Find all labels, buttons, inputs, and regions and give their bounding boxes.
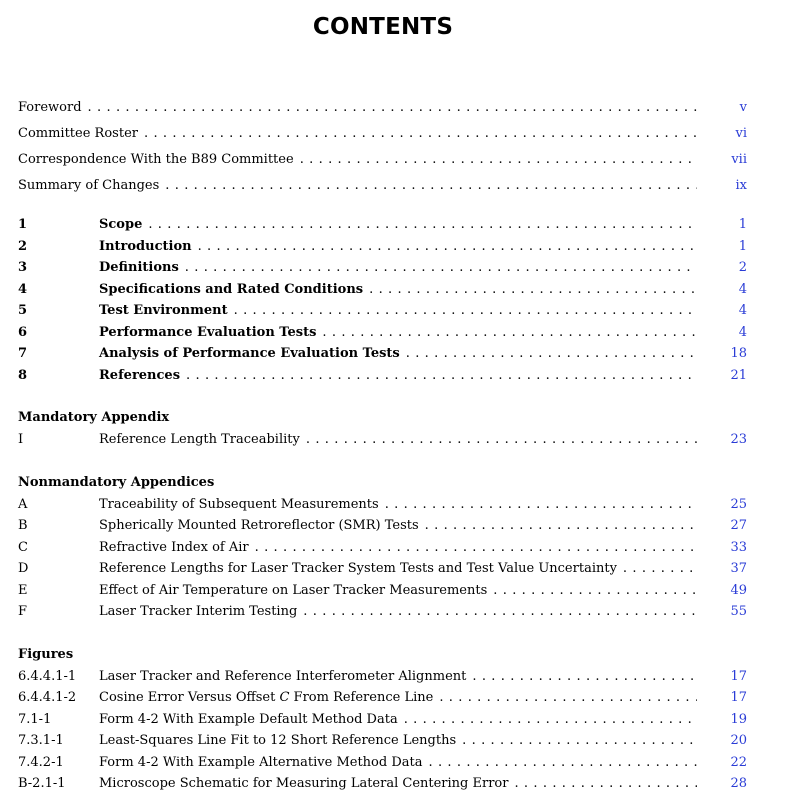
entry-label: Effect of Air Temperature on Laser Tracker Measurements bbox=[99, 583, 488, 598]
dot-leader bbox=[493, 582, 697, 600]
dot-leader bbox=[439, 689, 697, 707]
section-number: 2 bbox=[18, 239, 28, 254]
page-link[interactable]: 27 bbox=[730, 518, 747, 533]
toc-entry[interactable] bbox=[18, 517, 747, 535]
dot-leader bbox=[306, 431, 697, 449]
section-number: 7 bbox=[18, 346, 28, 361]
dot-leader bbox=[472, 668, 697, 686]
toc-section[interactable] bbox=[18, 216, 747, 234]
dot-leader bbox=[514, 775, 697, 793]
page-link[interactable]: 37 bbox=[730, 561, 747, 576]
dot-leader bbox=[623, 560, 697, 578]
toc-section[interactable] bbox=[18, 367, 747, 385]
dot-leader bbox=[462, 732, 697, 750]
appendix-letter: B bbox=[18, 518, 28, 533]
toc-entry[interactable] bbox=[18, 582, 747, 600]
mandatory-appendix-heading: Mandatory Appendix bbox=[18, 410, 170, 425]
toc-entry[interactable] bbox=[18, 603, 747, 621]
page-link[interactable]: 49 bbox=[730, 583, 747, 598]
dot-leader bbox=[303, 603, 697, 621]
nonmandatory-appendices-heading: Nonmandatory Appendices bbox=[18, 475, 215, 490]
entry-label: Analysis of Performance Evaluation Tests bbox=[99, 346, 400, 361]
toc-section[interactable] bbox=[18, 281, 747, 299]
toc-section[interactable] bbox=[18, 238, 747, 256]
toc-entry[interactable] bbox=[18, 151, 747, 169]
toc-entry[interactable] bbox=[18, 732, 747, 750]
page-link[interactable]: 55 bbox=[730, 604, 747, 619]
dot-leader bbox=[234, 302, 697, 320]
entry-label: References bbox=[99, 368, 181, 383]
page-link[interactable]: 21 bbox=[730, 368, 747, 383]
dot-leader bbox=[369, 281, 697, 299]
toc-entry[interactable] bbox=[18, 711, 747, 729]
figures-heading: Figures bbox=[18, 647, 74, 662]
dot-leader bbox=[198, 238, 697, 256]
section-number: 5 bbox=[18, 303, 28, 318]
entry-label: Cosine Error Versus Offset C From Reference Line bbox=[99, 690, 434, 705]
page-link[interactable]: 4 bbox=[738, 303, 747, 318]
dot-leader bbox=[185, 259, 697, 277]
dot-leader bbox=[300, 151, 697, 169]
dot-leader bbox=[404, 711, 697, 729]
toc-entry[interactable] bbox=[18, 125, 747, 143]
figure-number: 6.4.4.1-2 bbox=[18, 690, 77, 705]
section-number: 3 bbox=[18, 260, 28, 275]
toc-entry[interactable] bbox=[18, 689, 747, 707]
appendix-letter: I bbox=[18, 432, 24, 447]
toc-section[interactable] bbox=[18, 302, 747, 320]
toc-section[interactable] bbox=[18, 259, 747, 277]
toc-entry[interactable] bbox=[18, 431, 747, 449]
page-link[interactable]: 25 bbox=[730, 497, 747, 512]
dot-leader bbox=[428, 754, 697, 772]
page-link[interactable]: 18 bbox=[730, 346, 747, 361]
appendix-letter: A bbox=[18, 497, 28, 512]
entry-label: Introduction bbox=[99, 239, 192, 254]
entry-label: Least-Squares Line Fit to 12 Short Reference Lengths bbox=[99, 733, 457, 748]
page-link[interactable]: 33 bbox=[730, 540, 747, 555]
dot-leader bbox=[322, 324, 697, 342]
entry-label: Reference Length Traceability bbox=[99, 432, 300, 447]
figure-number: 7.4.2-1 bbox=[18, 755, 64, 770]
toc-entry[interactable] bbox=[18, 539, 747, 557]
entry-label: Reference Lengths for Laser Tracker System Tests and Test Value Uncertainty bbox=[99, 561, 617, 576]
dot-leader bbox=[186, 367, 697, 385]
entry-label: Laser Tracker Interim Testing bbox=[99, 604, 298, 619]
figure-number: 7.3.1-1 bbox=[18, 733, 64, 748]
dot-leader bbox=[165, 177, 697, 195]
entry-label: Traceability of Subsequent Measurements bbox=[99, 497, 379, 512]
appendix-letter: D bbox=[18, 561, 29, 576]
entry-label: Correspondence With the B89 Committee bbox=[18, 152, 294, 167]
entry-label: Scope bbox=[99, 217, 143, 232]
entry-label: Form 4-2 With Example Alternative Method Data bbox=[99, 755, 423, 770]
appendix-letter: E bbox=[18, 583, 28, 598]
entry-label: Microscope Schematic for Measuring Lateral Centering Error bbox=[99, 776, 509, 791]
toc-entry[interactable] bbox=[18, 496, 747, 514]
section-number: 1 bbox=[18, 217, 28, 232]
page-link[interactable]: 4 bbox=[738, 325, 747, 340]
figure-number: B-2.1-1 bbox=[18, 776, 66, 791]
page-link[interactable]: v bbox=[739, 100, 747, 115]
page-link[interactable]: 23 bbox=[730, 432, 747, 447]
dot-leader bbox=[88, 99, 697, 117]
section-number: 8 bbox=[18, 368, 28, 383]
page-link[interactable]: 1 bbox=[738, 217, 747, 232]
page-link[interactable]: 19 bbox=[730, 712, 747, 727]
section-number: 6 bbox=[18, 325, 28, 340]
appendix-letter: F bbox=[18, 604, 28, 619]
page-link[interactable]: vii bbox=[731, 152, 747, 167]
toc-entry[interactable] bbox=[18, 668, 747, 686]
page-link[interactable]: 22 bbox=[730, 755, 747, 770]
entry-label: Spherically Mounted Retroreflector (SMR) Tests bbox=[99, 518, 419, 533]
figure-number: 7.1-1 bbox=[18, 712, 52, 727]
entry-label: Refractive Index of Air bbox=[99, 540, 249, 555]
entry-label: Foreword bbox=[18, 100, 82, 115]
entry-label: Test Environment bbox=[99, 303, 228, 318]
entry-label: Specifications and Rated Conditions bbox=[99, 282, 364, 297]
page-link[interactable]: 4 bbox=[738, 282, 747, 297]
page-link[interactable]: ix bbox=[735, 178, 747, 193]
entry-label: Definitions bbox=[99, 260, 179, 275]
entry-label: Committee Roster bbox=[18, 126, 138, 141]
page-link[interactable]: 20 bbox=[730, 733, 747, 748]
appendix-letter: C bbox=[18, 540, 28, 555]
toc-entry[interactable] bbox=[18, 177, 747, 195]
entry-label: Laser Tracker and Reference Interferometer Alignment bbox=[99, 669, 467, 684]
dot-leader bbox=[425, 517, 697, 535]
page-link[interactable]: 28 bbox=[730, 776, 747, 791]
dot-leader bbox=[255, 539, 697, 557]
figure-number: 6.4.4.1-1 bbox=[18, 669, 77, 684]
entry-label: Performance Evaluation Tests bbox=[99, 325, 317, 340]
page-link[interactable]: 1 bbox=[738, 239, 747, 254]
page-link[interactable]: vi bbox=[735, 126, 747, 141]
dot-leader bbox=[144, 125, 697, 143]
page-title: CONTENTS bbox=[312, 14, 454, 40]
toc-section[interactable] bbox=[18, 324, 747, 342]
toc-entry[interactable] bbox=[18, 560, 747, 578]
entry-label: Summary of Changes bbox=[18, 178, 160, 193]
toc-section[interactable] bbox=[18, 345, 747, 363]
toc-entry[interactable] bbox=[18, 775, 747, 793]
page-link[interactable]: 17 bbox=[730, 669, 747, 684]
page-link[interactable]: 2 bbox=[738, 260, 747, 275]
section-number: 4 bbox=[18, 282, 28, 297]
toc-entry[interactable] bbox=[18, 754, 747, 772]
entry-label: Form 4-2 With Example Default Method Data bbox=[99, 712, 398, 727]
dot-leader bbox=[148, 216, 697, 234]
dot-leader bbox=[385, 496, 697, 514]
dot-leader bbox=[406, 345, 697, 363]
toc-entry[interactable] bbox=[18, 99, 747, 117]
page-link[interactable]: 17 bbox=[730, 690, 747, 705]
